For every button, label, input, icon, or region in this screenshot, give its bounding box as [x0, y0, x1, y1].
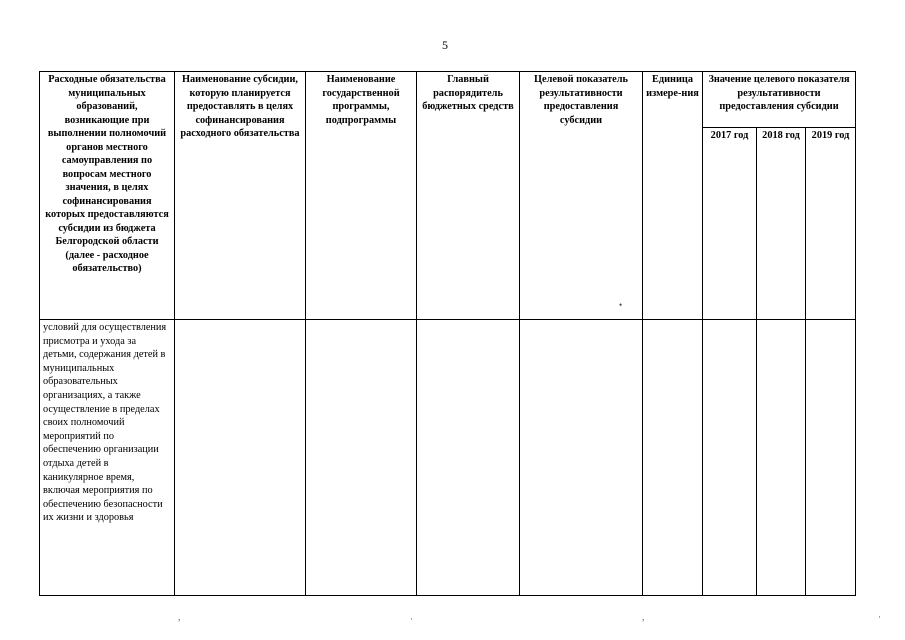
header-subsidy-name: Наименование субсидии, которую планируется предоставлять в целях софинансирования расходного обязательства	[175, 72, 306, 320]
cell-obligation: условий для осуществления присмотра и ухода за детьми, содержания детей в муниципальных образовательных организациях, а также осуществление в пределах своих полномочий мероприятий по обеспечению организации отдыха детей в каникулярное время, включая мероприятия по обеспечению безопасности их жизни и здоровья	[40, 320, 175, 596]
cell-unit	[643, 320, 703, 596]
header-budget-manager: Главный распорядитель бюджетных средств	[417, 72, 520, 320]
scan-speck: •	[619, 300, 623, 310]
scan-speck: ,	[178, 612, 181, 622]
cell-2017	[703, 320, 757, 596]
cell-2019	[806, 320, 856, 596]
header-year-2019: 2019 год	[806, 128, 856, 320]
header-indicator-value: Значение целевого показателя результативности предоставления субсидии	[703, 72, 856, 128]
cell-indicator	[520, 320, 643, 596]
table-row	[40, 320, 856, 596]
scan-speck: ·	[878, 612, 881, 622]
subsidy-table	[39, 71, 856, 596]
scan-speck: ·	[410, 614, 413, 624]
header-obligation: Расходные обязательства муниципальных образований, возникающие при выполнении полномочий органов местного самоуправления по вопросам местного значения, в целях софинансирования которых предоставляются субсидии из бюджета Белгородской области (далее - расходное обязательство)	[40, 72, 175, 320]
header-target-indicator: Целевой показатель результативности предоставления субсидии	[520, 72, 643, 320]
page-number: 5	[442, 38, 448, 52]
cell-2018	[757, 320, 806, 596]
header-program-name: Наименование государственной программы, подпрограммы	[306, 72, 417, 320]
cell-manager	[417, 320, 520, 596]
header-year-2017: 2017 год	[703, 128, 757, 320]
scan-speck: ,	[642, 612, 645, 622]
header-unit: Единица измере-ния	[643, 72, 703, 320]
cell-program	[306, 320, 417, 596]
cell-subsidy	[175, 320, 306, 596]
header-year-2018: 2018 год	[757, 128, 806, 320]
header-row	[40, 72, 856, 128]
